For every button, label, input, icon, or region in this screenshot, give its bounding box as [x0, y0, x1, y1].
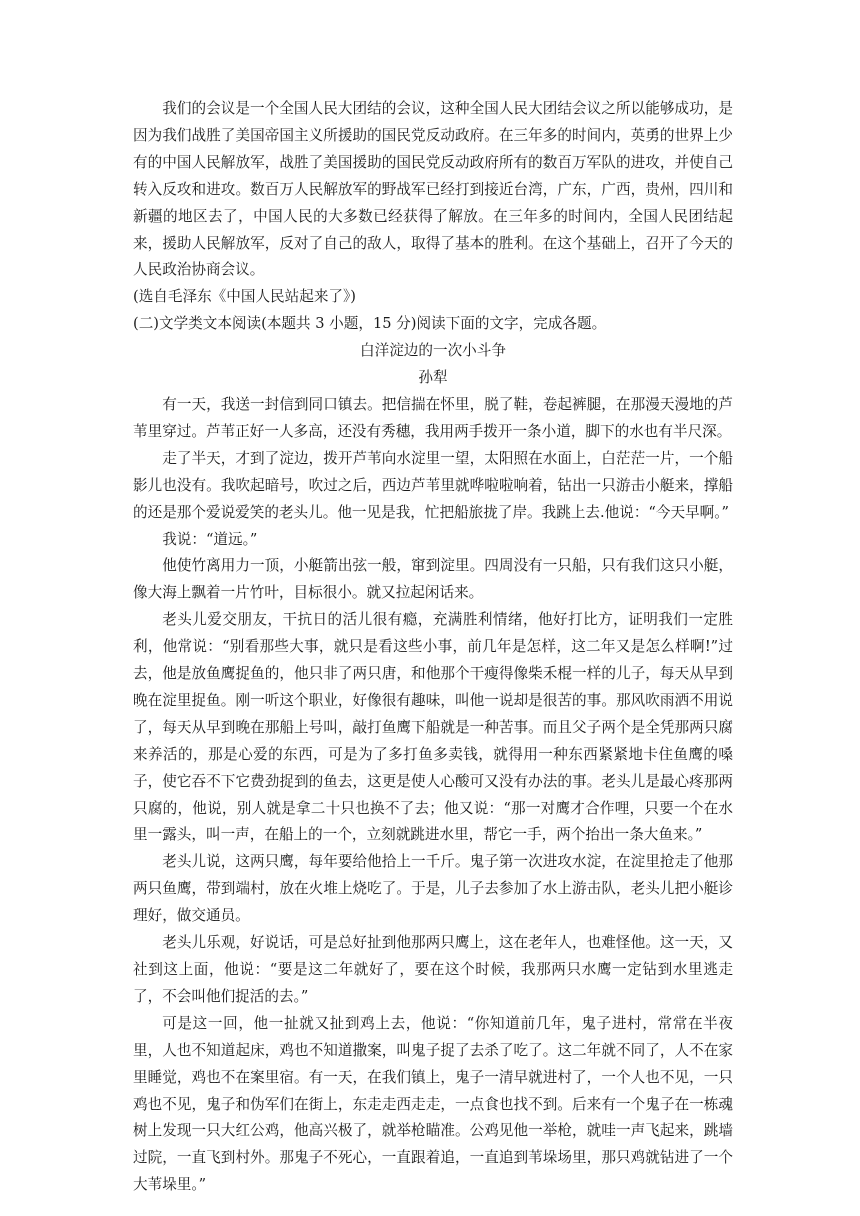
excerpt-paragraph: 我们的会议是一个全国人民大团结的会议，这种全国人民大团结会议之所以能够成功，是因为我们战胜了美国帝国主义所援助的国民党反动政府。在三年多的时间内，英勇的世界上少有的中国人民解放军，战胜了美国援助的国民党反动政府所有的数百万军队的进攻，并使自己转入反攻和进攻。数百万人民解放军的野战军已经打到接近台湾，广东，广西，贵州，四川和新疆的地区去了，中国人民的大多数已经获得了解放。在三年多的时间内，全国人民团结起来，援助人民解放军，反对了自己的敌人，取得了基本的胜利。在这个基础上，召开了今天的人民政治协商会议。 [133, 100, 733, 279]
story-paragraph: 我说：“道远。” [162, 530, 258, 548]
story-paragraph: 走了半天，才到了淀边，拨开芦苇向水淀里一望，太阳照在水面上，白茫茫一片，一个船影儿也没有。我吹起暗号，吹过之后，西边芦苇里就哗啦啦响着，钻出一只游击小艇来，撑船的还是那个爱说爱笑的老头儿。他一见是我，忙把船旅拢了岸。我跳上去.他说：“今天早啊。” [133, 449, 733, 521]
story-paragraph: 老头儿说，这两只鹰，每年要给他拾上一千斤。鬼子第一次进攻水淀，在淀里抢走了他那两只鱼鹰，带到端村，放在火堆上烧吃了。于是，儿子去参加了水上游击队，老头儿把小艇诊理好，做交通员。 [133, 853, 733, 925]
story-paragraph: 可是这一回，他一扯就又扯到鸡上去，他说：“你知道前几年，鬼子进村，常常在半夜里，人也不知道起床，鸡也不知道撒案，叫鬼子捉了去杀了吃了。这二年就不同了，人不在家里睡觉，鸡也不在案里宿。有一天，在我们镇上，鬼子一清早就进村了，一个人也不见，一只鸡也不见，鬼子和伪军们在街上，东走走西走走，一点食也找不到。后来有一个鬼子在一栋魂树上发现一只大红公鸡，他高兴极了，就举枪瞄准。公鸡见他一举枪，就哇一声飞起来，跳墙过院，一直飞到村外。那鬼子不死心，一直跟着追，一直追到苇垛场里，那只鸡就钻进了一个大苇垛里。” [133, 1014, 733, 1194]
section-heading: (二)文学类文本阅读(本题共 3 小题，15 分)阅读下面的文字，完成各题。 [133, 315, 607, 333]
story-paragraph: 老头儿爱交朋友，干抗日的活儿很有瘾，充满胜利情绪，他好打比方，证明我们一定胜利，他常说：“别看那些大事，就只是看这些小事，前几年是怎样，这二年又是怎么样啊!”过去，他是放鱼鹰捉鱼的，他只非了两只唐，和他那个干瘦得像柴禾棍一样的儿子，每天从早到晚在淀里捉鱼。刚一听这个职业，好像很有趣味，叫他一说却是很苦的事。那风吹雨洒不用说了，每天从早到晚在那船上号叫，敲打鱼鹰下船就是一种苦事。而且父子两个是全凭那两只腐来养活的，那是心爱的东西，可是为了多打鱼多卖钱，就得用一种东西紧紧地卡住鱼鹰的嗓子，使它吞不下它费劲捉到的鱼去，这更是使人心酸可又没有办法的事。老头儿是最心疼那两只腐的，他说，别人就是拿二十只也换不了去；他又说：“那一对鹰才合作哩，只要一个在水里一露头，叫一声，在船上的一个，立刻就跳进水里，帮它一手，两个抬出一条大鱼来。” [133, 611, 733, 844]
excerpt-source: (选自毛泽东《中国人民站起来了》) [133, 288, 356, 306]
story-paragraph: 老头儿乐观，好说话，可是总好扯到他那两只鹰上，这在老年人，也难怪他。这一天，又社到这上面，他说：“要是这二年就好了，要在这个时候，我那两只水鹰一定钻到水里逃走了，不会叫他们捉活的去。” [133, 934, 733, 1005]
story-paragraph: 他使竹离用力一顶，小艇箭出弦一般，窜到淀里。四周没有一只船，只有我们这只小艇，像大海上飘着一片竹叶，目标很小。就又拉起闲话来。 [133, 557, 733, 602]
story-paragraph: 有一天，我送一封信到同口镇去。把信揣在怀里，脱了鞋，卷起裤腿，在那漫天漫地的芦苇里穿过。芦苇正好一人多高，还没有秀穗，我用两手拨开一条小道，脚下的水也有半尺深。 [133, 395, 733, 440]
story-author: 孙犁 [418, 369, 448, 387]
story-title: 白洋淀边的一次小斗争 [360, 342, 506, 360]
